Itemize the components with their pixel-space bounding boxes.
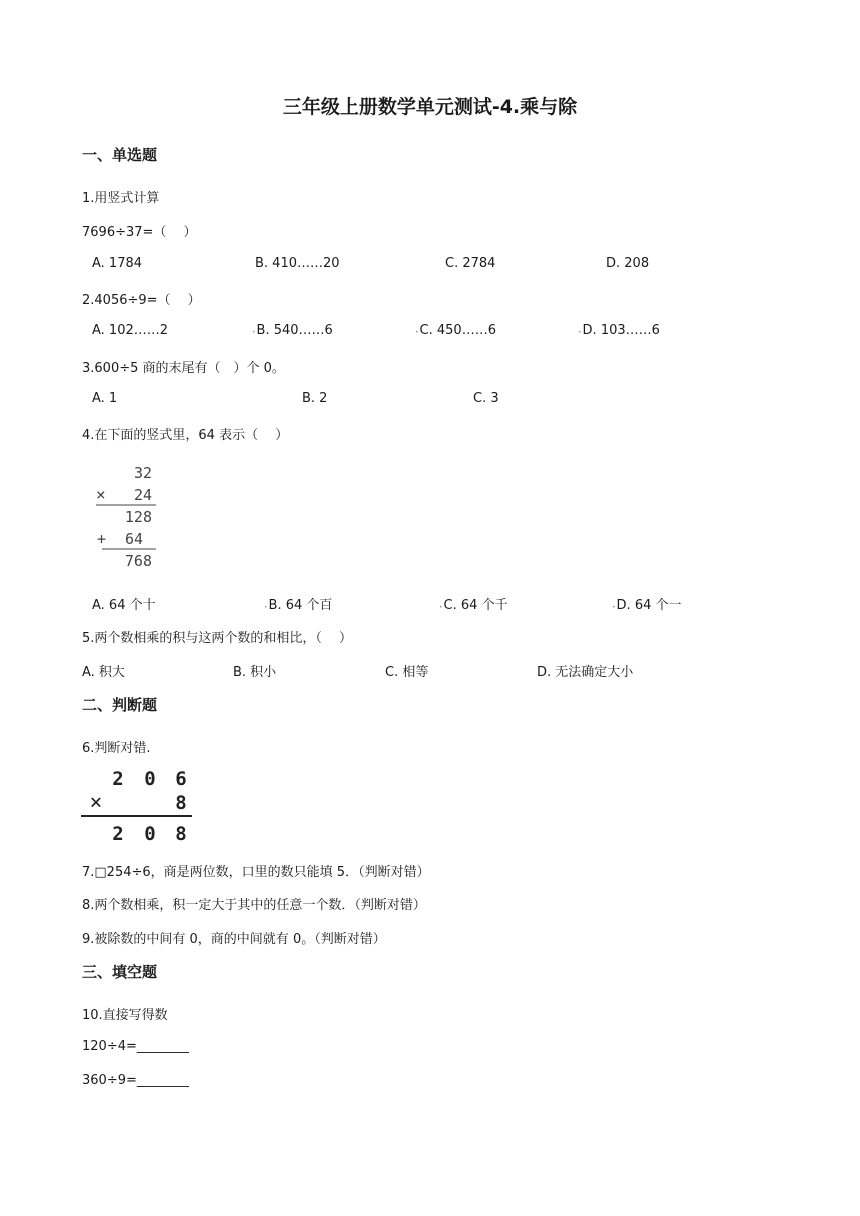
question-3-stem: 3.600÷5 商的末尾有（ ）个 0。 xyxy=(82,361,285,376)
figure-plus-sign: + xyxy=(97,530,107,548)
question-2-option-a[interactable]: A. 102……2 xyxy=(92,323,169,338)
figure-partial-product-2: 64 xyxy=(124,530,143,548)
question-1-option-c[interactable]: C. 2784 xyxy=(445,256,496,271)
question-1-stem: 1.用竖式计算 xyxy=(82,191,160,206)
question-3-option-a[interactable]: A. 1 xyxy=(92,391,118,406)
figure-result-digit-2: 0 xyxy=(144,823,156,845)
multiplication-figure-206x8 xyxy=(78,764,198,846)
figure-multiplicand: 32 xyxy=(133,464,152,482)
figure-partial-product-1: 128 xyxy=(124,508,152,526)
question-3-option-c[interactable]: C. 3 xyxy=(473,391,499,406)
question-4-option-b[interactable] xyxy=(264,594,332,613)
question-4-stem: 4.在下面的竖式里，64 表示（ ） xyxy=(82,428,289,443)
question-5-option-b[interactable]: B. 积小 xyxy=(233,665,277,680)
page-title: 三年级上册数学单元测试-4.乘与除 xyxy=(282,96,578,118)
question-10-stem: 10.直接写得数 xyxy=(82,1008,168,1023)
question-2-option-b[interactable] xyxy=(252,323,333,338)
question-4-option-a[interactable]: A. 64 个十 xyxy=(92,598,156,613)
question-5-option-c[interactable]: C. 相等 xyxy=(385,665,429,680)
section-heading-fill-in: 三、填空题 xyxy=(82,963,158,981)
figure-top-digit-2: 0 xyxy=(144,768,156,790)
question-2-option-b-label: B. 540……6 xyxy=(256,323,333,338)
question-2-option-c[interactable] xyxy=(415,323,496,338)
question-4-option-d-label: D. 64 个一 xyxy=(616,598,682,613)
bullet-dot-icon: • xyxy=(612,604,616,611)
question-4-option-c[interactable] xyxy=(439,594,508,613)
question-9-stem: 9.被除数的中间有 0，商的中间就有 0。（判断对错） xyxy=(82,932,386,947)
question-10-item-1[interactable]: 120÷4=________ xyxy=(82,1039,189,1054)
question-6-stem: 6.判断对错. xyxy=(82,741,151,756)
figure-times-sign: × xyxy=(96,485,106,504)
question-1-option-b[interactable]: B. 410……20 xyxy=(255,256,340,271)
question-4-option-d[interactable] xyxy=(612,594,682,613)
question-2-option-d[interactable] xyxy=(578,323,660,338)
question-1-option-d[interactable]: D. 208 xyxy=(606,256,650,271)
question-2-option-d-label: D. 103……6 xyxy=(582,323,660,338)
question-10-item-2[interactable]: 360÷9=________ xyxy=(82,1073,189,1088)
figure-result-digit-1: 2 xyxy=(112,823,124,845)
question-7-stem: 7.□254÷6，商是两位数，口里的数只能填 5．（判断对错） xyxy=(82,865,430,880)
bullet-dot-icon: • xyxy=(252,329,256,336)
question-1-option-a[interactable]: A. 1784 xyxy=(92,256,143,271)
figure-top-digit-1: 2 xyxy=(112,768,124,790)
figure-times-sign: × xyxy=(89,790,103,814)
question-4-option-c-label: C. 64 个千 xyxy=(443,598,508,613)
bullet-dot-icon: • xyxy=(578,329,582,336)
section-heading-single-choice: 一、单选题 xyxy=(82,146,158,164)
question-5-option-d[interactable]: D. 无法确定大小 xyxy=(537,665,634,680)
figure-result: 768 xyxy=(124,552,152,570)
figure-top-digit-3: 6 xyxy=(175,768,187,790)
bullet-dot-icon: • xyxy=(439,604,443,611)
section-heading-true-false: 二、判断题 xyxy=(82,696,158,714)
question-5-stem: 5.两个数相乘的积与这两个数的和相比，（ ） xyxy=(82,631,353,646)
question-3-option-b[interactable]: B. 2 xyxy=(302,391,328,406)
figure-multiplier: 8 xyxy=(175,792,187,814)
question-5-option-a[interactable]: A. 积大 xyxy=(82,665,125,680)
figure-result-digit-3: 8 xyxy=(175,823,187,845)
question-2-stem: 2.4056÷9=（ ） xyxy=(82,293,201,308)
bullet-dot-icon: • xyxy=(415,329,419,336)
figure-multiplier: 24 xyxy=(133,486,152,504)
question-8-stem: 8.两个数相乘，积一定大于其中的任意一个数．（判断对错） xyxy=(82,898,426,913)
bullet-dot-icon: • xyxy=(264,604,268,611)
multiplication-figure-32x24 xyxy=(88,460,168,575)
question-2-option-c-label: C. 450……6 xyxy=(419,323,496,338)
question-1-expression: 7696÷37=（ ） xyxy=(82,225,197,240)
question-4-option-b-label: B. 64 个百 xyxy=(268,598,333,613)
